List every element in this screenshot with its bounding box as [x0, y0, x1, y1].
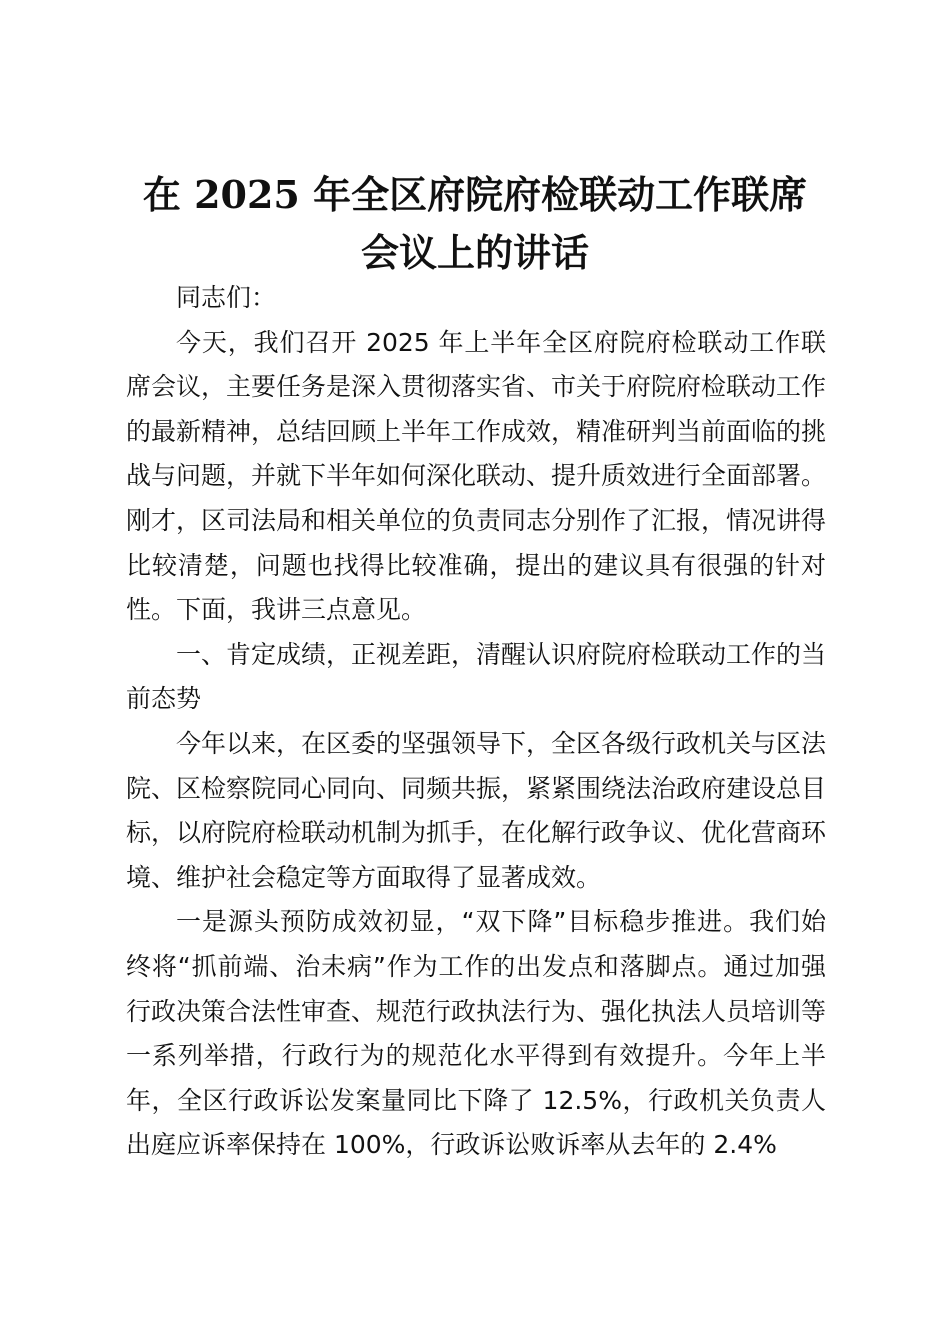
- paragraph-achievements: 今年以来，在区委的坚强领导下，全区各级行政机关与区法院、区检察院同心同向、同频共振，紧紧围绕法治政府建设总目标，以府院府检联动机制为抓手，在化解行政争议、优化营商环境、维护社会稳定等方面取得了显著成效。: [126, 728, 827, 892]
- section-heading-1: 一、肯定成绩，正视差距，清醒认识府院府检联动工作的当前态势: [126, 639, 827, 714]
- title-line-1: 在 2025 年全区府院府检联动工作联席: [142, 172, 808, 217]
- paragraph-intro: 今天，我们召开 2025 年上半年全区府院府检联动工作联席会议，主要任务是深入贯彻落实省、市关于府院府检联动工作的最新精神，总结回顾上半年工作成效，精准研判当前面临的挑战与问题，并就下半年如何深化联动、提升质效进行全面部署。刚才，区司法局和相关单位的负责同志分别作了汇报，情况讲得比较清楚，问题也找得比较准确，提出的建议具有很强的针对性。下面，我讲三点意见。: [126, 327, 827, 625]
- paragraph-point-1: 一是源头预防成效初显，“双下降”目标稳步推进。我们始终将“抓前端、治未病”作为工作的出发点和落脚点。通过加强行政决策合法性审查、规范行政执法行为、强化执法人员培训等一系列举措，行政行为的规范化水平得到有效提升。今年上半年，全区行政诉讼发案量同比下降了 12.5%，行政机关负责人出庭应诉率保持在 100%，行政诉讼败诉率从去年的 2.4%: [126, 907, 827, 1160]
- title-line-2: 会议上的讲话: [360, 230, 589, 275]
- document-title: [110, 166, 840, 282]
- document-body: [126, 276, 826, 1168]
- salutation: 同志们：: [176, 283, 277, 312]
